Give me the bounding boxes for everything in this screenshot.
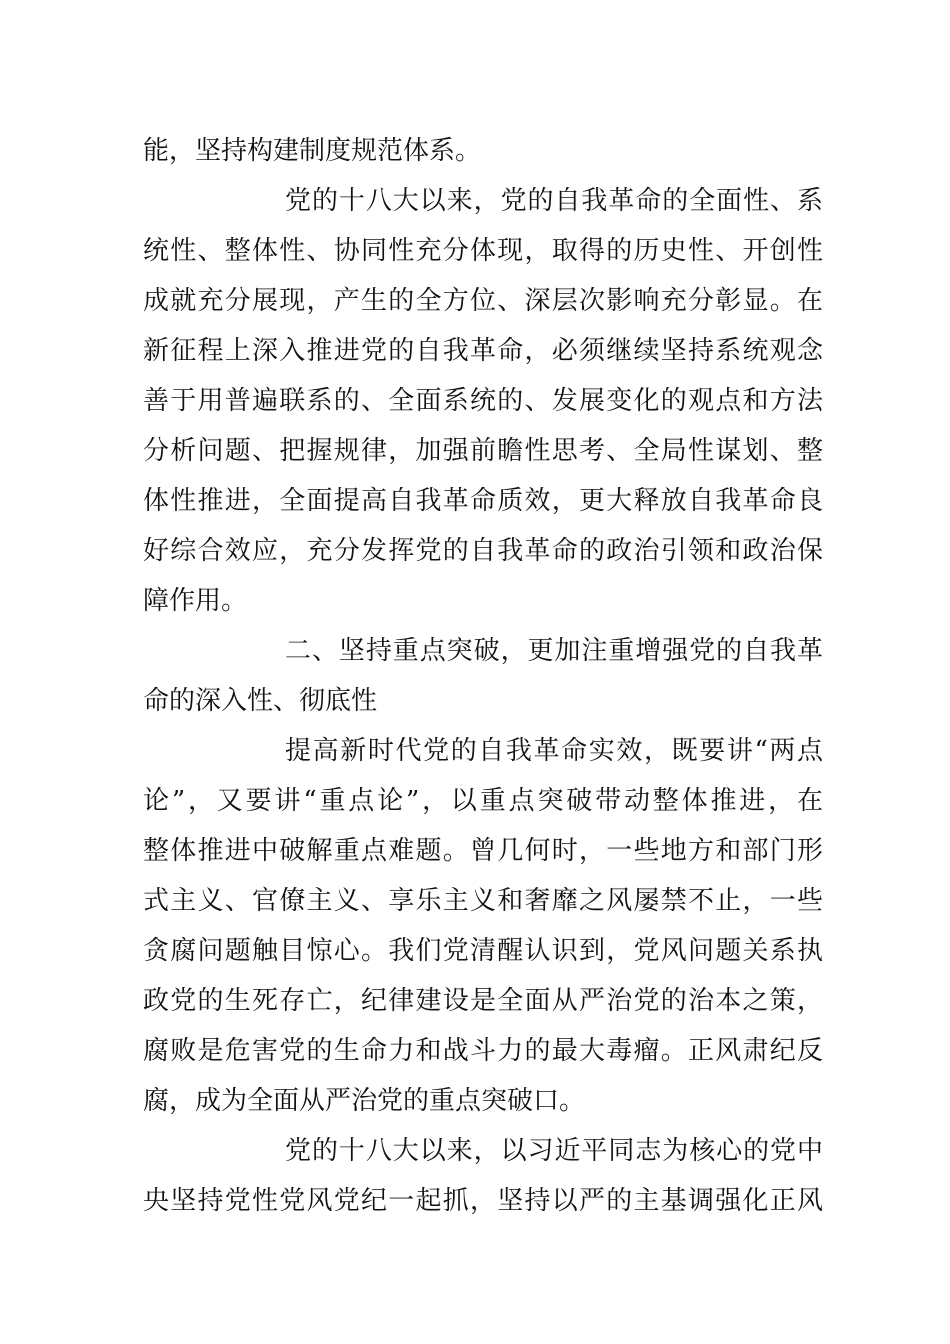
text-line: 分析问题、把握规律，加强前瞻性思考、全局性谋划、整	[143, 436, 823, 466]
paragraph-first-line: 党的十八大以来，以习近平同志为核心的党中	[285, 1136, 823, 1166]
text-line: 央坚持党性党风党纪一起抓，坚持以严的主基调强化正风	[143, 1186, 823, 1216]
text-line: 论”，又要讲“重点论”，以重点突破带动整体推进，在	[143, 786, 823, 816]
text-line: 障作用。	[143, 586, 248, 616]
text-line: 成就充分展现，产生的全方位、深层次影响充分彰显。在	[143, 286, 823, 316]
text-line: 体性推进，全面提高自我革命质效，更大释放自我革命良	[143, 486, 823, 516]
text-line: 腐，成为全面从严治党的重点突破口。	[143, 1086, 586, 1116]
text-line: 善于用普遍联系的、全面系统的、发展变化的观点和方法	[143, 386, 823, 416]
text-line: 整体推进中破解重点难题。曾几何时，一些地方和部门形	[143, 836, 823, 866]
text-line: 统性、整体性、协同性充分体现，取得的历史性、开创性	[143, 236, 823, 266]
paragraph-first-line: 提高新时代党的自我革命实效，既要讲“两点	[285, 736, 823, 766]
text-line: 式主义、官僚主义、享乐主义和奢靡之风屡禁不止，一些	[143, 886, 823, 916]
section-heading-line: 命的深入性、彻底性	[143, 686, 378, 716]
paragraph-first-line: 党的十八大以来，党的自我革命的全面性、系	[285, 186, 823, 216]
section-heading-line: 二、坚持重点突破，更加注重增强党的自我革	[285, 636, 823, 666]
text-line: 贪腐问题触目惊心。我们党清醒认识到，党风问题关系执	[143, 936, 823, 966]
text-line: 好综合效应，充分发挥党的自我革命的政治引领和政治保	[143, 536, 823, 566]
text-line: 能，坚持构建制度规范体系。	[143, 136, 482, 166]
text-line: 政党的生死存亡，纪律建设是全面从严治党的治本之策，	[143, 986, 823, 1016]
text-line: 新征程上深入推进党的自我革命，必须继续坚持系统观念	[143, 336, 823, 366]
text-line: 腐败是危害党的生命力和战斗力的最大毒瘤。正风肃纪反	[143, 1036, 823, 1066]
